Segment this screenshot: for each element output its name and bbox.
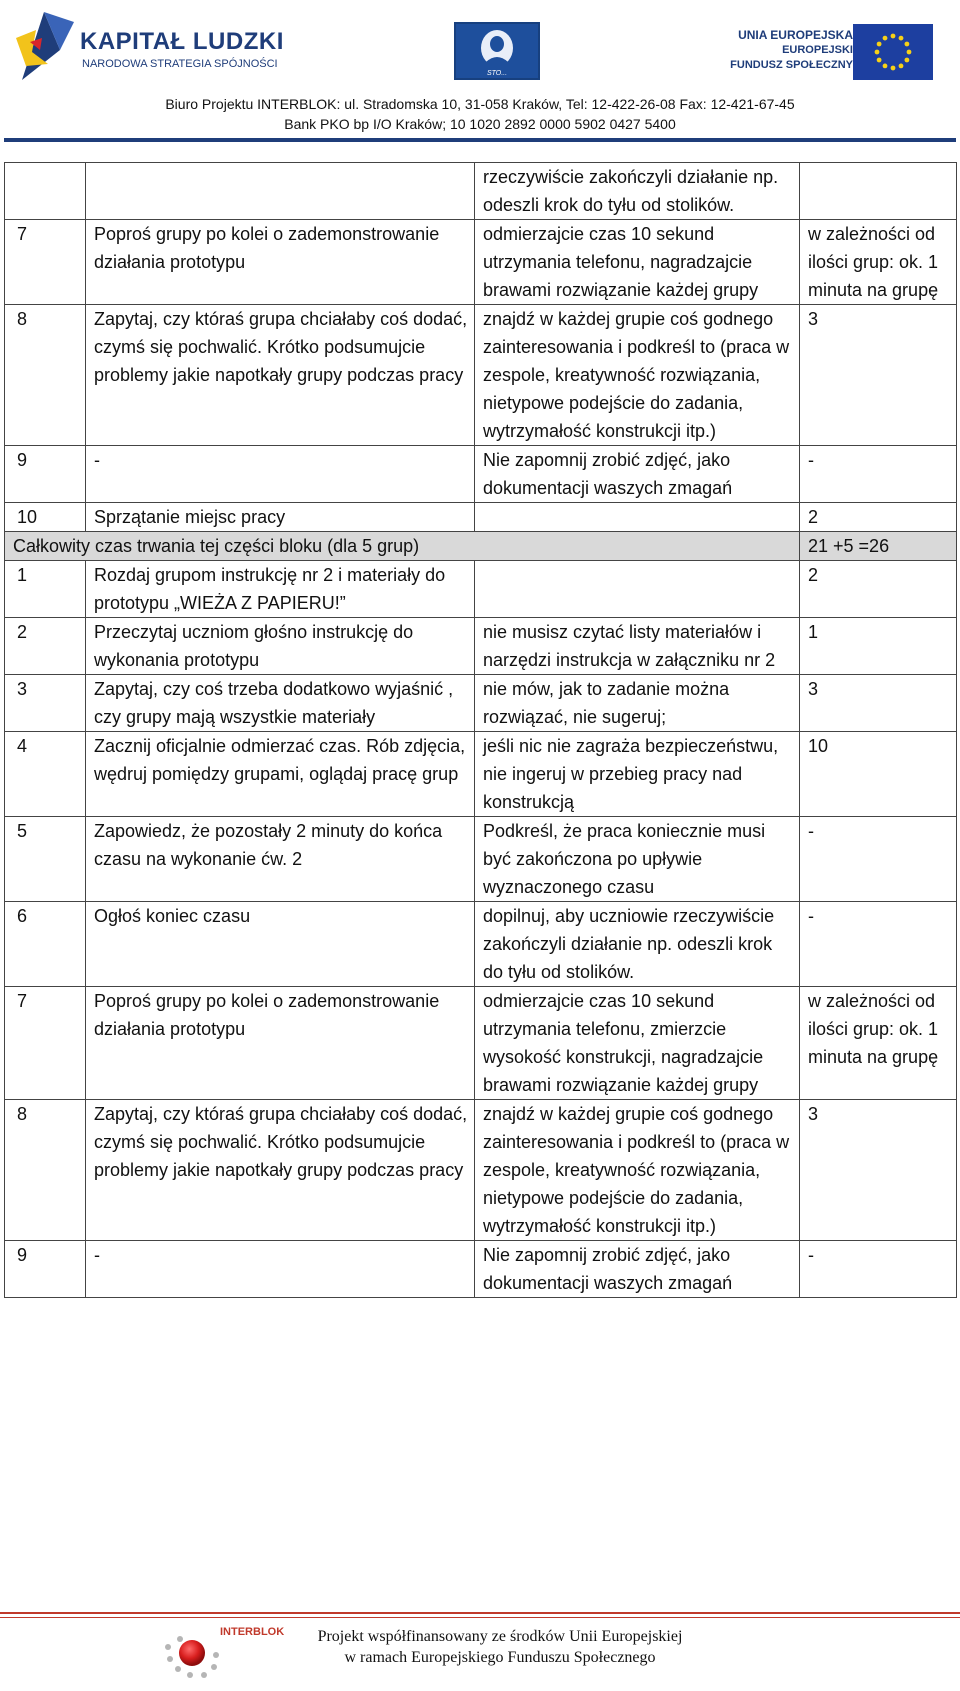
step-time: 3 bbox=[800, 305, 957, 446]
table-row bbox=[5, 675, 957, 732]
step-time: 10 bbox=[800, 732, 957, 817]
footer-divider bbox=[0, 1612, 960, 1614]
step-notes: rzeczywiście zakończyli działanie np. odeszli krok do tyłu od stolików. bbox=[475, 163, 800, 220]
step-action: Zacznij oficjalnie odmierzać czas. Rób zdjęcia, wędruj pomiędzy grupami, oglądaj pracę grup bbox=[86, 732, 475, 817]
footer-divider-thin bbox=[0, 1617, 960, 1618]
kapital-ludzki-logo bbox=[14, 8, 284, 84]
step-action: Zapytaj, czy któraś grupa chciałaby coś dodać, czymś się pochwalić. Krótko podsumujcie problemy jakie napotkały grupy podczas pracy bbox=[86, 1100, 475, 1241]
portrait-emblem-icon bbox=[456, 24, 538, 78]
eu-efs-logo bbox=[700, 24, 935, 82]
step-number: 9 bbox=[5, 446, 86, 503]
table-row bbox=[5, 503, 957, 532]
step-notes: Podkreśl, że praca koniecznie musi być zakończona po upływie wyznaczonego czasu bbox=[475, 817, 800, 902]
summary-label: Całkowity czas trwania tej części bloku (dla 5 grup) bbox=[5, 532, 800, 561]
center-emblem-label: STO... bbox=[486, 70, 508, 77]
eu-logo-text bbox=[730, 28, 853, 73]
step-notes: jeśli nic nie zagraża bezpieczeństwu, nie ingeruj w przebieg pracy nad konstrukcją bbox=[475, 732, 800, 817]
step-notes: Nie zapomnij zrobić zdjęć, jako dokumentacji waszych zmagań bbox=[475, 446, 800, 503]
interblok-logo-label: INTERBLOK bbox=[220, 1626, 285, 1638]
step-number bbox=[5, 163, 86, 220]
step-number: 7 bbox=[5, 987, 86, 1100]
step-number: 4 bbox=[5, 732, 86, 817]
summary-time: 21 +5 =26 bbox=[800, 532, 957, 561]
lesson-plan-table bbox=[4, 162, 957, 1298]
step-action: Sprzątanie miejsc pracy bbox=[86, 503, 475, 532]
step-time: - bbox=[800, 817, 957, 902]
table-row bbox=[5, 1241, 957, 1298]
table-row bbox=[5, 732, 957, 817]
step-notes: znajdź w każdej grupie coś godnego zainteresowania i podkreśl to (praca w zespole, kreatywność rozwiązania, nietypowe podejście do zadania, wytrzymałość konstrukcji itp.) bbox=[475, 305, 800, 446]
step-action: Zapytaj, czy któraś grupa chciałaby coś dodać, czymś się pochwalić. Krótko podsumujcie problemy jakie napotkały grupy podczas pracy bbox=[86, 305, 475, 446]
table-row bbox=[5, 618, 957, 675]
step-action: - bbox=[86, 1241, 475, 1298]
table-row bbox=[5, 902, 957, 987]
step-number: 8 bbox=[5, 1100, 86, 1241]
kapital-ludzki-subtitle: NARODOWA STRATEGIA SPÓJNOŚCI bbox=[82, 58, 278, 70]
step-time: w zależności od ilości grup: ok. 1 minuta na grupę bbox=[800, 220, 957, 305]
step-notes: nie musisz czytać listy materiałów i narzędzi instrukcja w załączniku nr 2 bbox=[475, 618, 800, 675]
page-header bbox=[0, 0, 960, 146]
step-time: 1 bbox=[800, 618, 957, 675]
step-time: - bbox=[800, 446, 957, 503]
step-number: 8 bbox=[5, 305, 86, 446]
step-time: 2 bbox=[800, 561, 957, 618]
table-row bbox=[5, 1100, 957, 1241]
step-action: Poproś grupy po kolei o zademonstrowanie działania prototypu bbox=[86, 987, 475, 1100]
kapital-ludzki-title: KAPITAŁ LUDZKI bbox=[80, 28, 284, 55]
step-notes: Nie zapomnij zrobić zdjęć, jako dokumentacji waszych zmagań bbox=[475, 1241, 800, 1298]
eu-logo-line3: FUNDUSZ SPOŁECZNY bbox=[730, 59, 853, 71]
eu-logo-line1: UNIA EUROPEJSKA bbox=[738, 28, 853, 42]
lesson-plan-table-body bbox=[5, 163, 957, 1298]
address-line: Biuro Projektu INTERBLOK: ul. Stradomska 10, 31-058 Kraków, Tel: 12-422-26-08 Fax: 12-421-67-45 bbox=[165, 96, 795, 112]
step-number: 2 bbox=[5, 618, 86, 675]
step-action: Przeczytaj uczniom głośno instrukcję do wykonania prototypu bbox=[86, 618, 475, 675]
step-number: 6 bbox=[5, 902, 86, 987]
step-time: 3 bbox=[800, 675, 957, 732]
step-notes: odmierzajcie czas 10 sekund utrzymania telefonu, nagradzajcie brawami rozwiązanie każdej grupy bbox=[475, 220, 800, 305]
step-number: 3 bbox=[5, 675, 86, 732]
table-row bbox=[5, 987, 957, 1100]
table-row bbox=[5, 446, 957, 503]
table-row bbox=[5, 561, 957, 618]
step-number: 7 bbox=[5, 220, 86, 305]
step-time: 3 bbox=[800, 1100, 957, 1241]
step-action: Ogłoś koniec czasu bbox=[86, 902, 475, 987]
step-action: Zapytaj, czy coś trzeba dodatkowo wyjaśnić , czy grupy mają wszystkie materiały bbox=[86, 675, 475, 732]
step-number: 1 bbox=[5, 561, 86, 618]
header-divider bbox=[4, 138, 956, 142]
table-row bbox=[5, 220, 957, 305]
footer-line2: w ramach Europejskiego Funduszu Społecznego bbox=[344, 1649, 656, 1666]
step-notes bbox=[475, 561, 800, 618]
step-time bbox=[800, 163, 957, 220]
step-action: Poproś grupy po kolei o zademonstrowanie działania prototypu bbox=[86, 220, 475, 305]
step-time: - bbox=[800, 902, 957, 987]
table-row bbox=[5, 305, 957, 446]
footer-line1: Projekt współfinansowany ze środków Unii Europejskiej bbox=[317, 1628, 683, 1645]
step-number: 9 bbox=[5, 1241, 86, 1298]
step-action: Rozdaj grupom instrukcję nr 2 i materiały do prototypu „WIEŻA Z PAPIERU!” bbox=[86, 561, 475, 618]
step-action bbox=[86, 163, 475, 220]
step-action: - bbox=[86, 446, 475, 503]
table-row bbox=[5, 817, 957, 902]
footer-text bbox=[300, 1626, 700, 1668]
table-row bbox=[5, 163, 957, 220]
step-time: w zależności od ilości grup: ok. 1 minuta na grupę bbox=[800, 987, 957, 1100]
step-notes: odmierzajcie czas 10 sekund utrzymania telefonu, zmierzcie wysokość konstrukcji, nagradzajcie brawami rozwiązanie każdej grupy bbox=[475, 987, 800, 1100]
step-notes bbox=[475, 503, 800, 532]
step-number: 5 bbox=[5, 817, 86, 902]
eu-logo-line2: EUROPEJSKI bbox=[782, 44, 853, 56]
eu-flag-icon bbox=[853, 24, 933, 80]
step-action: Zapowiedz, że pozostały 2 minuty do końca czasu na wykonanie ćw. 2 bbox=[86, 817, 475, 902]
step-notes: nie mów, jak to zadanie można rozwiązać, nie sugeruj; bbox=[475, 675, 800, 732]
step-notes: dopilnuj, aby uczniowie rzeczywiście zakończyli działanie np. odeszli krok do tyłu od stolików. bbox=[475, 902, 800, 987]
step-number: 10 bbox=[5, 503, 86, 532]
step-time: 2 bbox=[800, 503, 957, 532]
summary-row bbox=[5, 532, 957, 561]
step-time: - bbox=[800, 1241, 957, 1298]
bank-account-line: Bank PKO bp I/O Kraków; 10 1020 2892 0000 5902 0427 5400 bbox=[284, 116, 676, 132]
interblok-logo bbox=[160, 1621, 300, 1687]
step-notes: znajdź w każdej grupie coś godnego zainteresowania i podkreśl to (praca w zespole, kreatywność rozwiązania, nietypowe podejście do zadania, wytrzymałość konstrukcji itp.) bbox=[475, 1100, 800, 1241]
kapital-ludzki-mark-icon bbox=[14, 8, 80, 84]
center-emblem-logo bbox=[454, 22, 540, 80]
